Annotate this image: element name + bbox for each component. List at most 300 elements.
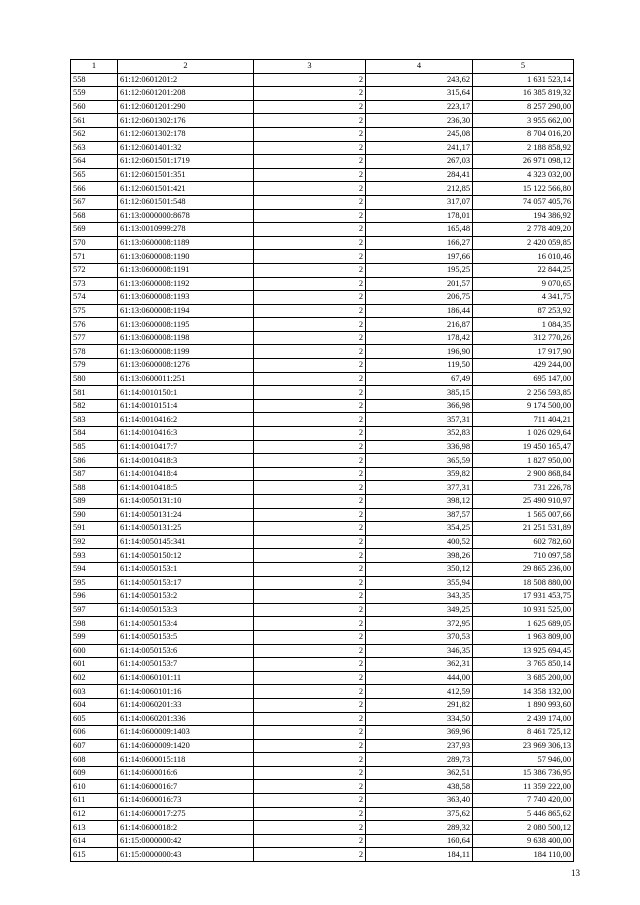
- cadastral-number-cell: 61:13:0600008:1194: [118, 304, 254, 318]
- table-row: [71, 413, 574, 427]
- table-row: [71, 848, 574, 862]
- category-cell: 2: [254, 413, 366, 427]
- cadastral-number-cell: 61:14:0010416:2: [118, 413, 254, 427]
- cadastral-number-cell: 61:14:0010418:5: [118, 481, 254, 495]
- row-number-cell: 611: [71, 794, 118, 808]
- value-cell: 1 084,35: [473, 318, 574, 332]
- rate-cell: 195,25: [366, 263, 473, 277]
- category-cell: 2: [254, 277, 366, 291]
- value-cell: 3 765 850,14: [473, 658, 574, 672]
- table-row: [71, 739, 574, 753]
- row-number-cell: 580: [71, 372, 118, 386]
- rate-cell: 315,64: [366, 87, 473, 101]
- rate-cell: 206,75: [366, 291, 473, 305]
- row-number-cell: 606: [71, 726, 118, 740]
- table-row: [71, 549, 574, 563]
- category-cell: 2: [254, 590, 366, 604]
- data-table: [70, 59, 574, 862]
- category-cell: 2: [254, 345, 366, 359]
- cadastral-number-cell: 61:14:0600009:1403: [118, 726, 254, 740]
- page-number: 13: [571, 868, 580, 878]
- table-row: [71, 522, 574, 536]
- rate-cell: 196,90: [366, 345, 473, 359]
- rate-cell: 243,62: [366, 73, 473, 87]
- row-number-cell: 584: [71, 427, 118, 441]
- rate-cell: 201,57: [366, 277, 473, 291]
- category-cell: 2: [254, 698, 366, 712]
- row-number-cell: 590: [71, 508, 118, 522]
- rate-cell: 236,30: [366, 114, 473, 128]
- table-row: [71, 753, 574, 767]
- row-number-cell: 605: [71, 712, 118, 726]
- value-cell: 2 439 174,00: [473, 712, 574, 726]
- table-row: [71, 562, 574, 576]
- rate-cell: 398,26: [366, 549, 473, 563]
- table-row: [71, 617, 574, 631]
- value-cell: 1 827 950,00: [473, 454, 574, 468]
- rate-cell: 438,58: [366, 780, 473, 794]
- cadastral-number-cell: 61:14:0010418:4: [118, 467, 254, 481]
- rate-cell: 387,57: [366, 508, 473, 522]
- category-cell: 2: [254, 372, 366, 386]
- category-cell: 2: [254, 73, 366, 87]
- value-cell: 711 404,21: [473, 413, 574, 427]
- cadastral-number-cell: 61:12:0601501:351: [118, 168, 254, 182]
- category-cell: 2: [254, 87, 366, 101]
- row-number-cell: 613: [71, 821, 118, 835]
- cadastral-number-cell: 61:14:0600015:118: [118, 753, 254, 767]
- value-cell: 312 770,26: [473, 331, 574, 345]
- rate-cell: 67,49: [366, 372, 473, 386]
- column-header-1: 1: [71, 60, 118, 74]
- row-number-cell: 582: [71, 399, 118, 413]
- cadastral-number-cell: 61:12:0601501:421: [118, 182, 254, 196]
- value-cell: 2 256 593,85: [473, 386, 574, 400]
- rate-cell: 363,40: [366, 794, 473, 808]
- row-number-cell: 603: [71, 685, 118, 699]
- category-cell: 2: [254, 739, 366, 753]
- value-cell: 1 625 689,05: [473, 617, 574, 631]
- rate-cell: 370,53: [366, 630, 473, 644]
- rate-cell: 212,85: [366, 182, 473, 196]
- category-cell: 2: [254, 630, 366, 644]
- table-row: [71, 141, 574, 155]
- table-row: [71, 535, 574, 549]
- rate-cell: 119,50: [366, 359, 473, 373]
- table-row: [71, 223, 574, 237]
- rate-cell: 444,00: [366, 671, 473, 685]
- cadastral-number-cell: 61:14:0050153:7: [118, 658, 254, 672]
- cadastral-number-cell: 61:14:0060101:16: [118, 685, 254, 699]
- value-cell: 194 386,92: [473, 209, 574, 223]
- category-cell: 2: [254, 603, 366, 617]
- row-number-cell: 579: [71, 359, 118, 373]
- value-cell: 3 685 200,00: [473, 671, 574, 685]
- rate-cell: 362,31: [366, 658, 473, 672]
- row-number-cell: 593: [71, 549, 118, 563]
- cadastral-number-cell: 61:12:0601501:1719: [118, 155, 254, 169]
- rate-cell: 366,98: [366, 399, 473, 413]
- row-number-cell: 565: [71, 168, 118, 182]
- table-row: [71, 590, 574, 604]
- row-number-cell: 595: [71, 576, 118, 590]
- category-cell: 2: [254, 821, 366, 835]
- row-number-cell: 583: [71, 413, 118, 427]
- value-cell: 23 969 306,13: [473, 739, 574, 753]
- cadastral-number-cell: 61:14:0050153:2: [118, 590, 254, 604]
- cadastral-number-cell: 61:14:0050131:10: [118, 495, 254, 509]
- cadastral-number-cell: 61:14:0600017:275: [118, 807, 254, 821]
- category-cell: 2: [254, 182, 366, 196]
- table-row: [71, 114, 574, 128]
- rate-cell: 197,66: [366, 250, 473, 264]
- table-row: [71, 304, 574, 318]
- category-cell: 2: [254, 834, 366, 848]
- table-row: [71, 291, 574, 305]
- column-header-3: 3: [254, 60, 366, 74]
- value-cell: 8 257 290,00: [473, 100, 574, 114]
- value-cell: 17 917,90: [473, 345, 574, 359]
- table-row: [71, 508, 574, 522]
- cadastral-number-cell: 61:13:0600008:1189: [118, 236, 254, 250]
- cadastral-number-cell: 61:14:0050131:24: [118, 508, 254, 522]
- rate-cell: 267,03: [366, 155, 473, 169]
- table-row: [71, 495, 574, 509]
- row-number-cell: 562: [71, 127, 118, 141]
- value-cell: 9 174 500,00: [473, 399, 574, 413]
- row-number-cell: 599: [71, 630, 118, 644]
- rate-cell: 178,01: [366, 209, 473, 223]
- table-row: [71, 168, 574, 182]
- cadastral-number-cell: 61:14:0010418:3: [118, 454, 254, 468]
- rate-cell: 355,94: [366, 576, 473, 590]
- table-row: [71, 263, 574, 277]
- cadastral-number-cell: 61:14:0060201:33: [118, 698, 254, 712]
- row-number-cell: 601: [71, 658, 118, 672]
- category-cell: 2: [254, 658, 366, 672]
- cadastral-number-cell: 61:15:0000000:43: [118, 848, 254, 862]
- category-cell: 2: [254, 562, 366, 576]
- row-number-cell: 560: [71, 100, 118, 114]
- rate-cell: 398,12: [366, 495, 473, 509]
- row-number-cell: 570: [71, 236, 118, 250]
- row-number-cell: 589: [71, 495, 118, 509]
- rate-cell: 377,31: [366, 481, 473, 495]
- table-row: [71, 100, 574, 114]
- category-cell: 2: [254, 304, 366, 318]
- value-cell: 695 147,00: [473, 372, 574, 386]
- table-row: [71, 87, 574, 101]
- cadastral-number-cell: 61:12:0601201:2: [118, 73, 254, 87]
- row-number-cell: 558: [71, 73, 118, 87]
- cadastral-number-cell: 61:14:0600016:73: [118, 794, 254, 808]
- cadastral-number-cell: 61:14:0010151:4: [118, 399, 254, 413]
- rate-cell: 178,42: [366, 331, 473, 345]
- cadastral-number-cell: 61:13:0600008:1199: [118, 345, 254, 359]
- category-cell: 2: [254, 127, 366, 141]
- table-row: [71, 277, 574, 291]
- value-cell: 1 026 029,64: [473, 427, 574, 441]
- category-cell: 2: [254, 223, 366, 237]
- row-number-cell: 597: [71, 603, 118, 617]
- rate-cell: 291,82: [366, 698, 473, 712]
- value-cell: 1 565 007,66: [473, 508, 574, 522]
- row-number-cell: 596: [71, 590, 118, 604]
- category-cell: 2: [254, 427, 366, 441]
- cadastral-number-cell: 61:14:0600009:1420: [118, 739, 254, 753]
- table-row: [71, 359, 574, 373]
- column-header-4: 4: [366, 60, 473, 74]
- value-cell: 26 971 098,12: [473, 155, 574, 169]
- value-cell: 2 778 409,20: [473, 223, 574, 237]
- value-cell: 15 386 736,95: [473, 766, 574, 780]
- table-row: [71, 209, 574, 223]
- category-cell: 2: [254, 766, 366, 780]
- table-row: [71, 658, 574, 672]
- table-row: [71, 182, 574, 196]
- cadastral-number-cell: 61:14:0050153:17: [118, 576, 254, 590]
- category-cell: 2: [254, 141, 366, 155]
- cadastral-number-cell: 61:13:0600011:251: [118, 372, 254, 386]
- value-cell: 17 931 453,75: [473, 590, 574, 604]
- table-row: [71, 671, 574, 685]
- value-cell: 21 251 531,89: [473, 522, 574, 536]
- rate-cell: 354,25: [366, 522, 473, 536]
- table-row: [71, 440, 574, 454]
- cadastral-number-cell: 61:12:0601201:290: [118, 100, 254, 114]
- cadastral-number-cell: 61:13:0600008:1198: [118, 331, 254, 345]
- cadastral-number-cell: 61:14:0600016:7: [118, 780, 254, 794]
- value-cell: 2 420 059,85: [473, 236, 574, 250]
- value-cell: 9 070,65: [473, 277, 574, 291]
- rate-cell: 359,82: [366, 467, 473, 481]
- rate-cell: 223,17: [366, 100, 473, 114]
- category-cell: 2: [254, 236, 366, 250]
- value-cell: 16 385 819,32: [473, 87, 574, 101]
- table-row: [71, 807, 574, 821]
- value-cell: 8 704 016,20: [473, 127, 574, 141]
- rate-cell: 216,87: [366, 318, 473, 332]
- rate-cell: 166,27: [366, 236, 473, 250]
- category-cell: 2: [254, 807, 366, 821]
- category-cell: 2: [254, 535, 366, 549]
- value-cell: 9 638 400,00: [473, 834, 574, 848]
- row-number-cell: 587: [71, 467, 118, 481]
- value-cell: 15 122 566,80: [473, 182, 574, 196]
- table-row: [71, 481, 574, 495]
- value-cell: 602 782,60: [473, 535, 574, 549]
- cadastral-number-cell: 61:13:0000000:8678: [118, 209, 254, 223]
- category-cell: 2: [254, 644, 366, 658]
- cadastral-number-cell: 61:12:0601201:208: [118, 87, 254, 101]
- row-number-cell: 561: [71, 114, 118, 128]
- rate-cell: 375,62: [366, 807, 473, 821]
- row-number-cell: 569: [71, 223, 118, 237]
- cadastral-number-cell: 61:14:0050145:341: [118, 535, 254, 549]
- row-number-cell: 563: [71, 141, 118, 155]
- category-cell: 2: [254, 685, 366, 699]
- table-row: [71, 603, 574, 617]
- cadastral-number-cell: 61:14:0050153:1: [118, 562, 254, 576]
- table-row: [71, 698, 574, 712]
- row-number-cell: 604: [71, 698, 118, 712]
- value-cell: 57 946,00: [473, 753, 574, 767]
- value-cell: 1 963 809,00: [473, 630, 574, 644]
- cadastral-number-cell: 61:14:0600018:2: [118, 821, 254, 835]
- rate-cell: 289,73: [366, 753, 473, 767]
- rate-cell: 372,95: [366, 617, 473, 631]
- cadastral-number-cell: 61:14:0060201:336: [118, 712, 254, 726]
- table-row: [71, 712, 574, 726]
- cadastral-number-cell: 61:14:0060101:11: [118, 671, 254, 685]
- row-number-cell: 585: [71, 440, 118, 454]
- category-cell: 2: [254, 467, 366, 481]
- cadastral-number-cell: 61:14:0600016:6: [118, 766, 254, 780]
- row-number-cell: 608: [71, 753, 118, 767]
- rate-cell: 186,44: [366, 304, 473, 318]
- cadastral-number-cell: 61:13:0600008:1191: [118, 263, 254, 277]
- category-cell: 2: [254, 576, 366, 590]
- value-cell: 19 450 165,47: [473, 440, 574, 454]
- category-cell: 2: [254, 440, 366, 454]
- value-cell: 1 890 993,60: [473, 698, 574, 712]
- cadastral-number-cell: 61:12:0601501:548: [118, 195, 254, 209]
- row-number-cell: 602: [71, 671, 118, 685]
- rate-cell: 352,83: [366, 427, 473, 441]
- cadastral-number-cell: 61:14:0010417:7: [118, 440, 254, 454]
- row-number-cell: 567: [71, 195, 118, 209]
- cadastral-number-cell: 61:15:0000000:42: [118, 834, 254, 848]
- table-row: [71, 454, 574, 468]
- table-body: [71, 73, 574, 861]
- row-number-cell: 598: [71, 617, 118, 631]
- table-row: [71, 467, 574, 481]
- header-row: [71, 60, 574, 74]
- rate-cell: 165,48: [366, 223, 473, 237]
- column-header-5: 5: [473, 60, 574, 74]
- row-number-cell: 576: [71, 318, 118, 332]
- row-number-cell: 615: [71, 848, 118, 862]
- row-number-cell: 566: [71, 182, 118, 196]
- category-cell: 2: [254, 195, 366, 209]
- row-number-cell: 568: [71, 209, 118, 223]
- row-number-cell: 614: [71, 834, 118, 848]
- table-row: [71, 685, 574, 699]
- rate-cell: 160,64: [366, 834, 473, 848]
- row-number-cell: 609: [71, 766, 118, 780]
- value-cell: 2 188 858,92: [473, 141, 574, 155]
- value-cell: 16 010,46: [473, 250, 574, 264]
- table-row: [71, 73, 574, 87]
- rate-cell: 334,50: [366, 712, 473, 726]
- rate-cell: 184,11: [366, 848, 473, 862]
- value-cell: 3 955 662,00: [473, 114, 574, 128]
- table-row: [71, 195, 574, 209]
- table-row: [71, 644, 574, 658]
- category-cell: 2: [254, 331, 366, 345]
- rate-cell: 284,41: [366, 168, 473, 182]
- rate-cell: 362,51: [366, 766, 473, 780]
- category-cell: 2: [254, 481, 366, 495]
- value-cell: 13 925 694,45: [473, 644, 574, 658]
- value-cell: 2 080 500,12: [473, 821, 574, 835]
- category-cell: 2: [254, 549, 366, 563]
- category-cell: 2: [254, 495, 366, 509]
- row-number-cell: 572: [71, 263, 118, 277]
- cadastral-number-cell: 61:13:0600008:1276: [118, 359, 254, 373]
- category-cell: 2: [254, 359, 366, 373]
- value-cell: 11 359 222,00: [473, 780, 574, 794]
- value-cell: 7 740 420,00: [473, 794, 574, 808]
- value-cell: 710 097,58: [473, 549, 574, 563]
- cadastral-number-cell: 61:14:0050150:12: [118, 549, 254, 563]
- rate-cell: 317,07: [366, 195, 473, 209]
- table-row: [71, 794, 574, 808]
- table-row: [71, 345, 574, 359]
- table-row: [71, 318, 574, 332]
- value-cell: 22 844,25: [473, 263, 574, 277]
- cadastral-number-cell: 61:13:0600008:1192: [118, 277, 254, 291]
- table-row: [71, 726, 574, 740]
- category-cell: 2: [254, 726, 366, 740]
- category-cell: 2: [254, 794, 366, 808]
- row-number-cell: 591: [71, 522, 118, 536]
- table-row: [71, 834, 574, 848]
- row-number-cell: 564: [71, 155, 118, 169]
- row-number-cell: 588: [71, 481, 118, 495]
- cadastral-number-cell: 61:12:0601302:176: [118, 114, 254, 128]
- cadastral-number-cell: 61:14:0050153:5: [118, 630, 254, 644]
- table-row: [71, 331, 574, 345]
- category-cell: 2: [254, 508, 366, 522]
- rate-cell: 369,96: [366, 726, 473, 740]
- table-row: [71, 155, 574, 169]
- rate-cell: 350,12: [366, 562, 473, 576]
- row-number-cell: 578: [71, 345, 118, 359]
- row-number-cell: 577: [71, 331, 118, 345]
- rate-cell: 336,98: [366, 440, 473, 454]
- row-number-cell: 575: [71, 304, 118, 318]
- rate-cell: 349,25: [366, 603, 473, 617]
- category-cell: 2: [254, 522, 366, 536]
- table-row: [71, 372, 574, 386]
- value-cell: 8 461 725,12: [473, 726, 574, 740]
- rate-cell: 343,35: [366, 590, 473, 604]
- table-row: [71, 386, 574, 400]
- table-row: [71, 399, 574, 413]
- value-cell: 74 057 405,76: [473, 195, 574, 209]
- rate-cell: 357,31: [366, 413, 473, 427]
- value-cell: 25 490 910,97: [473, 495, 574, 509]
- category-cell: 2: [254, 780, 366, 794]
- table-row: [71, 766, 574, 780]
- value-cell: 87 253,92: [473, 304, 574, 318]
- table-row: [71, 236, 574, 250]
- value-cell: 18 508 880,00: [473, 576, 574, 590]
- cadastral-number-cell: 61:14:0050131:25: [118, 522, 254, 536]
- cadastral-number-cell: 61:12:0601302:178: [118, 127, 254, 141]
- cadastral-number-cell: 61:13:0600008:1193: [118, 291, 254, 305]
- cadastral-number-cell: 61:14:0050153:4: [118, 617, 254, 631]
- category-cell: 2: [254, 386, 366, 400]
- value-cell: 5 446 865,62: [473, 807, 574, 821]
- category-cell: 2: [254, 155, 366, 169]
- rate-cell: 237,93: [366, 739, 473, 753]
- rate-cell: 346,35: [366, 644, 473, 658]
- category-cell: 2: [254, 114, 366, 128]
- cadastral-number-cell: 61:14:0050153:3: [118, 603, 254, 617]
- category-cell: 2: [254, 671, 366, 685]
